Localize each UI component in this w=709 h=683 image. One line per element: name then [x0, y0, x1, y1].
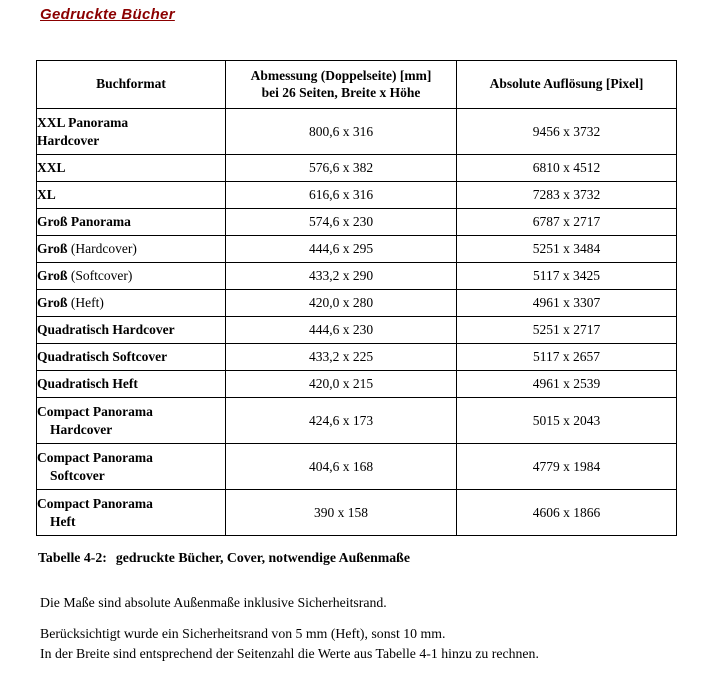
format-cell — [37, 209, 226, 236]
column-header-abmessung — [226, 61, 457, 109]
resolution-cell: 4606 x 1866 — [457, 490, 677, 536]
table-row — [37, 263, 677, 290]
format-cell — [37, 490, 226, 536]
format-cell — [37, 444, 226, 490]
format-cell — [37, 236, 226, 263]
format-cell — [37, 182, 226, 209]
format-name-line2: Softcover — [50, 467, 105, 483]
format-name: XL — [37, 187, 56, 203]
table-row — [37, 155, 677, 182]
note-text: Die Maße sind absolute Außenmaße inklusive Sicherheitsrand. — [40, 595, 387, 610]
resolution-cell: 5251 x 2717 — [457, 317, 677, 344]
dimension-cell: 420,0 x 215 — [226, 371, 457, 398]
table-row — [37, 398, 677, 444]
resolution-cell: 4961 x 3307 — [457, 290, 677, 317]
dimension-cell: 444,6 x 230 — [226, 317, 457, 344]
dimension-cell: 404,6 x 168 — [226, 444, 457, 490]
format-cell — [37, 344, 226, 371]
format-name: XXL — [37, 160, 66, 176]
table-row — [37, 444, 677, 490]
dimension-cell: 616,6 x 316 — [226, 182, 457, 209]
format-name-line2: Heft — [50, 513, 76, 529]
dimension-cell: 424,6 x 173 — [226, 398, 457, 444]
format-suffix: (Hardcover) — [70, 241, 137, 257]
format-name: Groß — [37, 268, 68, 284]
resolution-cell: 5015 x 2043 — [457, 398, 677, 444]
table-header-row — [37, 61, 677, 109]
note-text: In der Breite sind entsprechend der Seitenzahl die Werte aus Tabelle 4-1 hinzu zu rechnen. — [40, 646, 539, 661]
format-name-line2: Hardcover — [37, 132, 100, 148]
format-cell — [37, 290, 226, 317]
format-name: Compact Panorama — [37, 449, 153, 465]
format-cell — [37, 398, 226, 444]
resolution-cell: 5117 x 3425 — [457, 263, 677, 290]
dimension-cell: 576,6 x 382 — [226, 155, 457, 182]
page-title: Gedruckte Bücher — [40, 6, 175, 23]
header-label: Buchformat — [96, 76, 166, 92]
format-suffix: (Heft) — [70, 295, 104, 311]
format-cell — [37, 371, 226, 398]
resolution-cell: 6810 x 4512 — [457, 155, 677, 182]
dimension-cell: 433,2 x 225 — [226, 344, 457, 371]
resolution-cell: 4779 x 1984 — [457, 444, 677, 490]
format-name: Groß — [37, 241, 68, 257]
resolution-cell: 5251 x 3484 — [457, 236, 677, 263]
format-suffix: (Softcover) — [70, 268, 133, 284]
table-row — [37, 109, 677, 155]
table-row — [37, 371, 677, 398]
resolution-cell: 7283 x 3732 — [457, 182, 677, 209]
resolution-cell: 5117 x 2657 — [457, 344, 677, 371]
header-label-line2: bei 26 Seiten, Breite x Höhe — [261, 84, 421, 100]
caption-text: gedruckte Bücher, Cover, notwendige Außenmaße — [115, 550, 410, 565]
caption-label: Tabelle 4-2: — [38, 550, 107, 565]
format-cell — [37, 155, 226, 182]
header-label-line1: Abmessung (Doppelseite) [mm] — [250, 67, 432, 83]
format-name: Quadratisch Heft — [37, 376, 138, 392]
format-name: Quadratisch Softcover — [37, 349, 168, 365]
format-name: Groß — [37, 295, 68, 311]
dimension-cell: 390 x 158 — [226, 490, 457, 536]
format-name: Groß Panorama — [37, 214, 131, 230]
note-paragraph — [40, 624, 539, 664]
table-caption — [38, 550, 410, 566]
table-row — [37, 182, 677, 209]
table-row — [37, 236, 677, 263]
table-row — [37, 490, 677, 536]
header-label: Absolute Auflösung [Pixel] — [489, 76, 644, 92]
table-row — [37, 344, 677, 371]
format-cell — [37, 109, 226, 155]
column-header-aufloesung — [457, 61, 677, 109]
format-cell — [37, 263, 226, 290]
resolution-cell: 9456 x 3732 — [457, 109, 677, 155]
format-name: XXL Panorama — [37, 114, 129, 130]
note-text: Berücksichtigt wurde ein Sicherheitsrand von 5 mm (Heft), sonst 10 mm. — [40, 626, 446, 641]
dimension-cell: 800,6 x 316 — [226, 109, 457, 155]
dimension-cell: 420,0 x 280 — [226, 290, 457, 317]
format-name: Compact Panorama — [37, 403, 153, 419]
resolution-cell: 6787 x 2717 — [457, 209, 677, 236]
dimension-cell: 574,6 x 230 — [226, 209, 457, 236]
book-formats-table — [36, 60, 677, 536]
table-row — [37, 317, 677, 344]
format-name-line2: Hardcover — [50, 421, 113, 437]
dimension-cell: 444,6 x 295 — [226, 236, 457, 263]
dimension-cell: 433,2 x 290 — [226, 263, 457, 290]
table-row — [37, 290, 677, 317]
format-name: Compact Panorama — [37, 495, 153, 511]
resolution-cell: 4961 x 2539 — [457, 371, 677, 398]
column-header-buchformat — [37, 61, 226, 109]
table-row — [37, 209, 677, 236]
format-cell — [37, 317, 226, 344]
format-name: Quadratisch Hardcover — [37, 322, 175, 338]
